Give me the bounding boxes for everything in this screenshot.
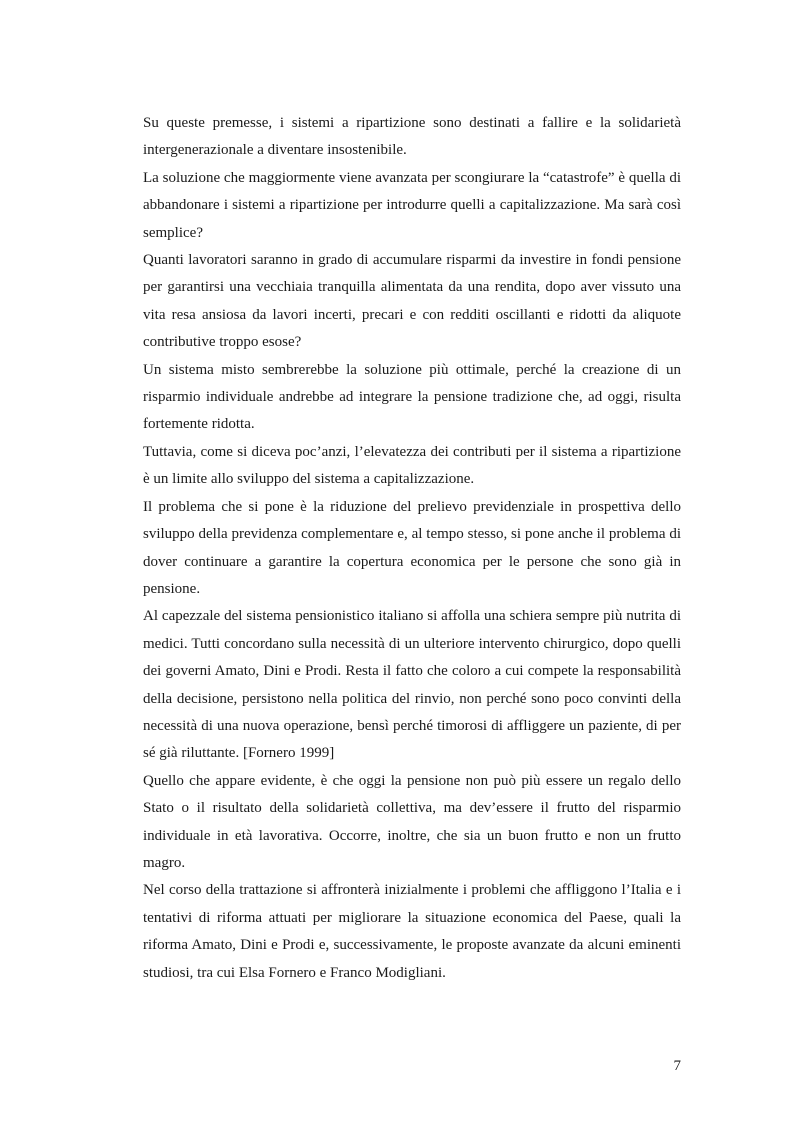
paragraph: La soluzione che maggiormente viene avanzata per scongiurare la “catastrofe” è quella di abbandonare i sistemi a ripartizione per introdurre quelli a capitalizzazione. Ma sarà così semplice? [143,169,681,241]
paragraph: Su queste premesse, i sistemi a ripartizione sono destinati a fallire e la solidarietà intergenerazionale a diventare insostenibile. [143,115,681,159]
paragraph: Un sistema misto sembrerebbe la soluzione più ottimale, perché la creazione di un risparmio individuale andrebbe ad integrare la pensione tradizione che, ad oggi, risulta fortemente ridotta. [143,361,681,433]
paragraph: Al capezzale del sistema pensionistico italiano si affolla una schiera sempre più nutrita di medici. Tutti concordano sulla necessità di un ulteriore intervento chirurgico, dopo quelli dei governi Amato, Dini e Prodi. Resta il fatto che coloro a cui compete la responsabilità della decisione, persistono nella politica del rinvio, non perché sono poco convinti della necessità di una nuova operazione, bensì perché timorosi di affliggere un paziente, di per sé già riluttante. [Fornero 1999] [143,608,681,762]
paragraph: Quello che appare evidente, è che oggi la pensione non può più essere un regalo dello Stato o il risultato della solidarietà collettiva, ma dev’essere il frutto del risparmio individuale in età lavorativa. Occorre, inoltre, che sia un buon frutto e non un frutto magro. [143,772,681,871]
body-text [143,110,681,987]
page-number: 7 [673,1058,681,1074]
paragraph: Tuttavia, come si diceva poc’anzi, l’elevatezza dei contributi per il sistema a ripartizione è un limite allo sviluppo del sistema a capitalizzazione. [143,443,681,488]
paragraph: Il problema che si pone è la riduzione del prelievo previdenziale in prospettiva dello sviluppo della previdenza complementare e, al tempo stesso, si pone anche il problema di dover continuare a garantire la copertura economica per le persone che sono già in pensione. [143,498,681,597]
paragraph: Nel corso della trattazione si affronterà inizialmente i problemi che affliggono l’Italia e i tentativi di riforma attuati per migliorare la situazione economica del Paese, quali la riforma Amato, Dini e Prodi e, successivamente, le proposte avanzate da alcuni eminenti studiosi, tra cui Elsa Fornero e Franco Modigliani. [143,882,681,981]
paragraph: Quanti lavoratori saranno in grado di accumulare risparmi da investire in fondi pensione per garantirsi una vecchiaia tranquilla alimentata da una rendita, dopo aver vissuto una vita resa ansiosa da lavori incerti, precari e con redditi oscillanti e ridotti da aliquote contributive troppo esose? [143,252,681,351]
